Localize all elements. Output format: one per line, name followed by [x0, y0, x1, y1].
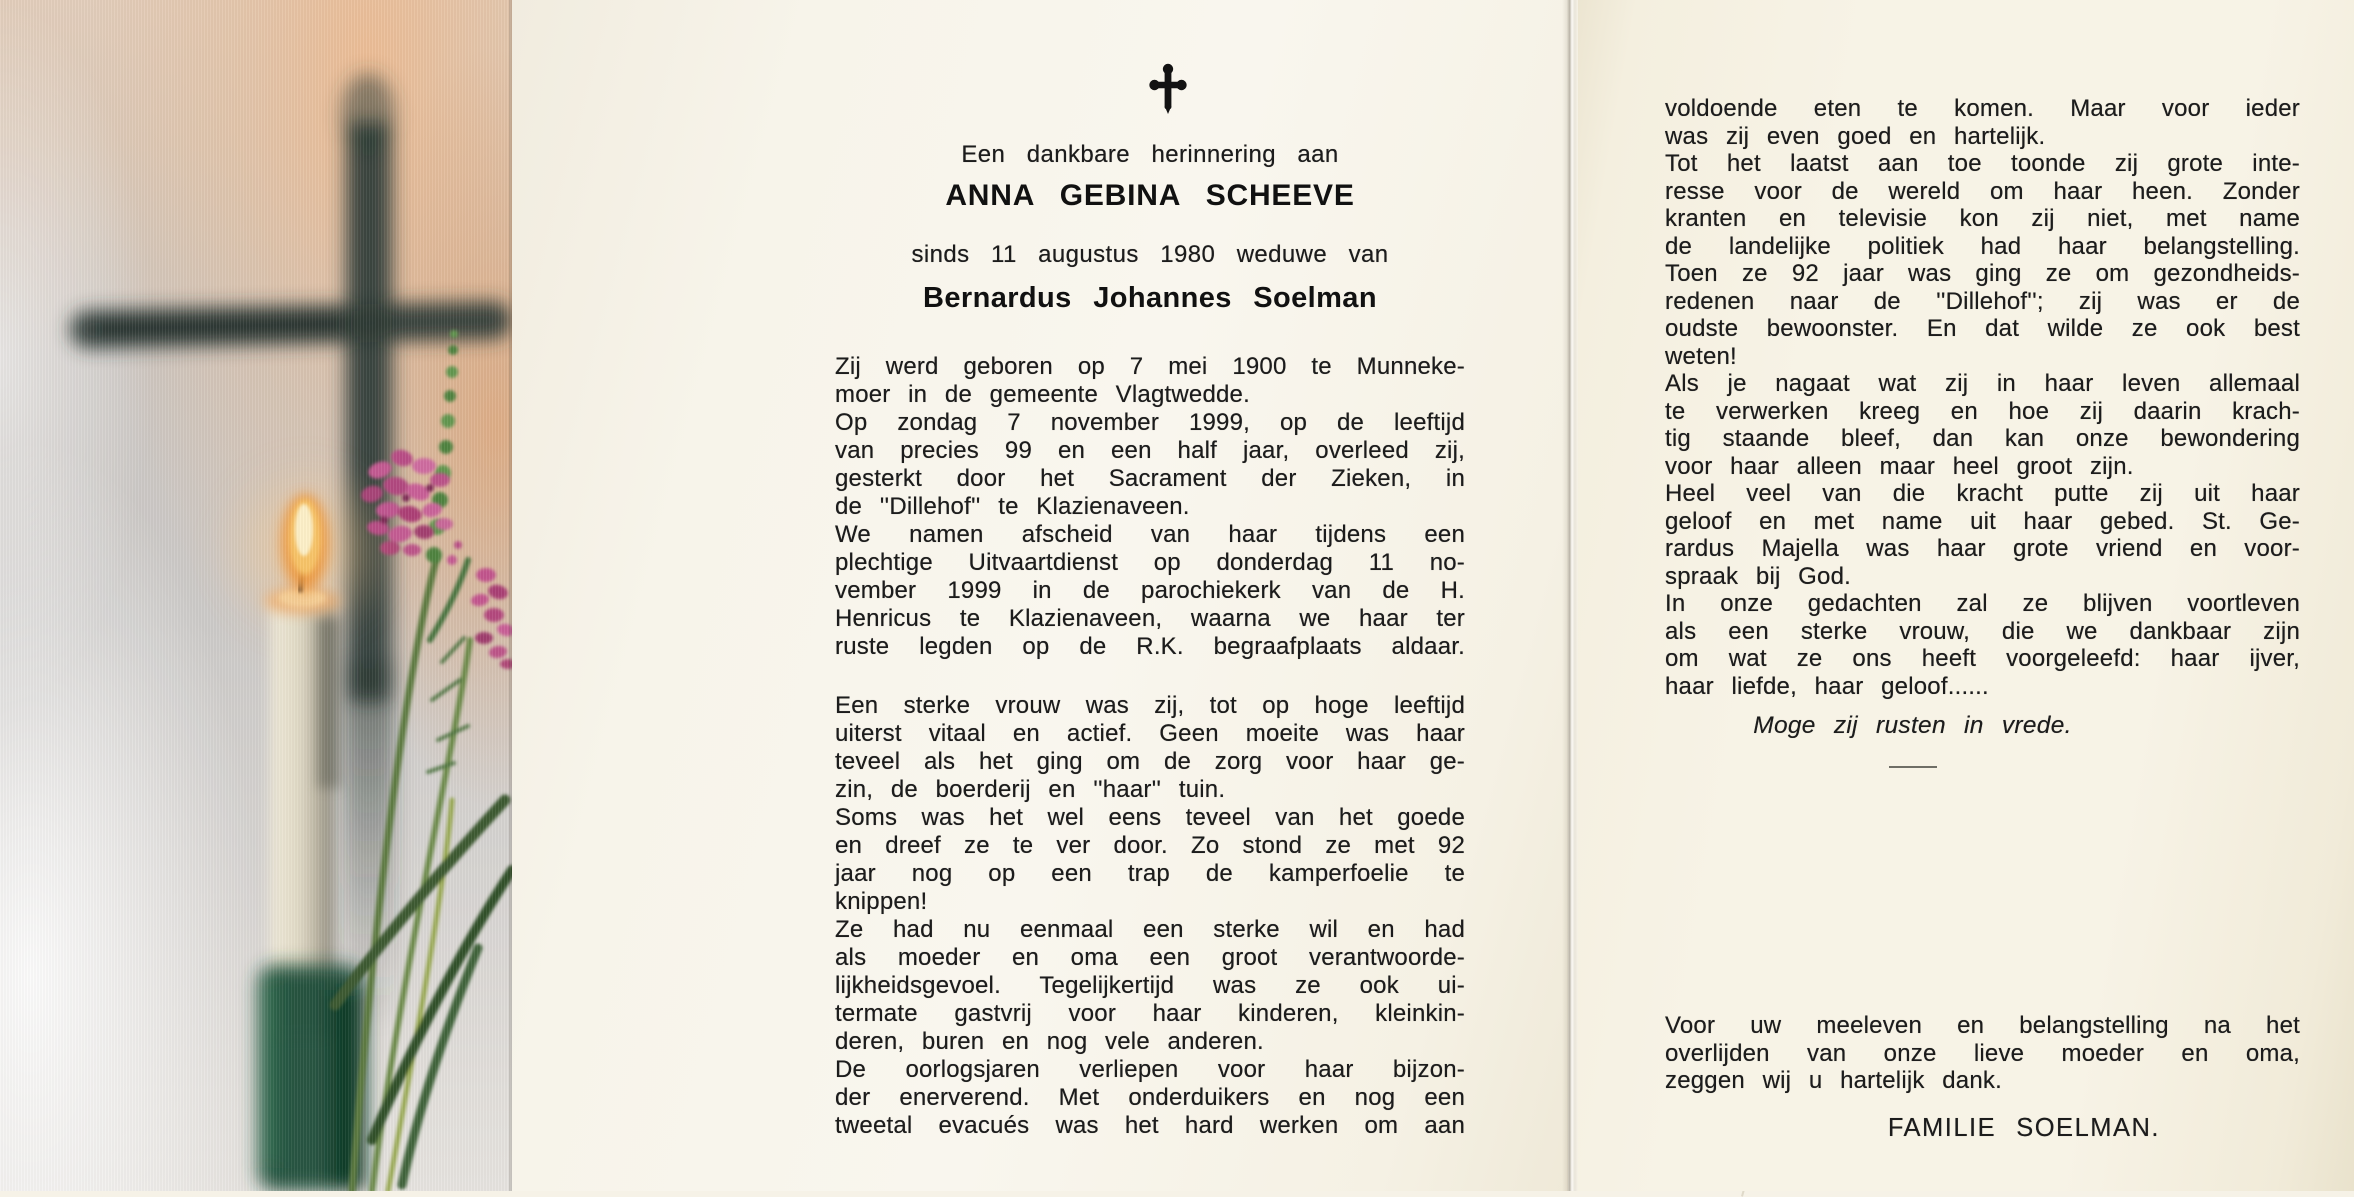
text-line: als een sterke vrouw, die we dankbaar zijn: [1665, 617, 2300, 645]
text-line: rardus Majella was haar grote vriend en voor-: [1665, 535, 2300, 562]
text-line: van precies 99 en een half jaar, overleed zij,: [835, 437, 1465, 464]
text-line: ruste legden op de R.K. begraafplaats aldaar.: [835, 633, 1465, 660]
text-line: deren, buren en nog vele anderen.: [835, 1028, 1264, 1055]
text-line: We namen afscheid van haar tijdens een: [835, 521, 1465, 548]
fold-crease: [1562, 0, 1578, 1191]
text-line: resse voor de wereld om haar heen. Zonder: [1665, 177, 2300, 205]
candle-flame: [281, 494, 329, 592]
text-line: In onze gedachten zal ze blijven voortleven: [1665, 590, 2300, 617]
motto-block: [1665, 712, 2160, 768]
page3-text-column: [1665, 0, 2300, 1191]
text-line: Toen ze 92 jaar was ging ze om gezondheids-: [1665, 260, 2300, 287]
thanks-paragraph: [1665, 1012, 2300, 1095]
text-line: weten!: [1665, 342, 1737, 370]
biography-paragraph-3: [1665, 95, 2300, 700]
family-signature: FAMILIE SOELMAN.: [1887, 1114, 2160, 1142]
text-line: geloof en met name uit haar gebed. St. Ge-: [1665, 507, 2300, 535]
text-line: zin, de boerderij en ''haar'' tuin.: [835, 776, 1226, 803]
text-line: knippen!: [835, 888, 928, 915]
memorial-photo: [0, 0, 512, 1191]
widow-line: sinds 11 augustus 1980 weduwe van: [911, 241, 1389, 268]
text-line: Soms was het wel eens teveel van het goede: [835, 804, 1465, 831]
text-line: De oorlogsjaren verliepen voor haar bijzon-: [835, 1056, 1465, 1083]
divider-dash: [1889, 766, 1937, 768]
text-line: om wat ze ons heeft voorgeleefd: haar ijver,: [1665, 645, 2300, 672]
text-line: de ''Dillehof'' te Klazienaveen.: [835, 493, 1190, 520]
green-vase: [258, 965, 366, 1191]
text-line: der enerverend. Met onderduikers en nog een: [835, 1084, 1465, 1111]
text-line: redenen naar de ''Dillehof''; zij was er de: [1665, 287, 2300, 315]
card-page-3: [1578, 0, 2354, 1191]
text-line: jaar nog op een trap de kamperfoelie te: [835, 860, 1465, 887]
biography-paragraph-1: [835, 353, 1465, 661]
card-page-2: [512, 0, 1568, 1191]
text-line: Op zondag 7 november 1999, op de leeftijd: [835, 409, 1465, 436]
text-line: plechtige Uitvaartdienst op donderdag 11 no-: [835, 549, 1465, 576]
text-line: vember 1999 in de parochiekerk van de H.: [835, 577, 1465, 604]
text-line: tweetal evacués was het hard werken om aan: [835, 1112, 1465, 1139]
text-line: en dreef ze te ver door. Zo stond ze met 92: [835, 832, 1465, 859]
text-line: spraak bij God.: [1665, 562, 1852, 590]
motto-text: Moge zij rusten in vrede.: [1753, 712, 2072, 739]
text-line: Ze had nu eenmaal een sterke wil en had: [835, 916, 1465, 943]
deceased-name: ANNA GEBINA SCHEEVE: [945, 179, 1355, 212]
text-line: Voor uw meeleven en belangstelling na het: [1665, 1012, 2300, 1039]
husband-name: Bernardus Johannes Soelman: [923, 282, 1377, 314]
text-line: Tot het laatst aan toe toonde zij grote inte-: [1665, 150, 2300, 177]
text-line: als moeder en oma een groot verantwoorde-: [835, 944, 1465, 971]
cross-icon-wrap: [853, 62, 1483, 114]
text-line: Een sterke vrouw was zij, tot op hoge leeftijd: [835, 692, 1465, 719]
text-line: Heel veel van die kracht putte zij uit haar: [1665, 480, 2300, 507]
text-line: overlijden van onze lieve moeder en oma,: [1665, 1039, 2300, 1067]
text-line: lijkheidsgevoel. Tegelijkertijd was ze ook ui-: [835, 972, 1465, 999]
page2-text-column: [835, 0, 1465, 1191]
budded-cross-icon: [1147, 62, 1189, 114]
intro-line: Een dankbare herinnering aan: [961, 141, 1339, 168]
text-line: was zij even goed en hartelijk.: [1665, 122, 2046, 150]
text-line: Henricus te Klazienaveen, waarna we haar ter: [835, 605, 1465, 632]
text-line: kranten en televisie kon zij niet, met name: [1665, 205, 2300, 232]
text-line: gesterkt door het Sacrament der Zieken, in: [835, 465, 1465, 492]
text-line: zeggen wij u hartelijk dank.: [1665, 1067, 2002, 1094]
text-line: de landelijke politiek had haar belangstelling.: [1665, 232, 2300, 260]
text-line: voldoende eten te komen. Maar voor ieder: [1665, 95, 2300, 122]
text-line: haar liefde, haar geloof......: [1665, 672, 1989, 700]
text-line: termate gastvrij voor haar kinderen, kleinkin-: [835, 1000, 1465, 1027]
text-line: moer in de gemeente Vlagtwedde.: [835, 381, 1250, 408]
biography-paragraph-2: [835, 692, 1465, 1140]
text-line: teveel als het ging om de zorg voor haar ge-: [835, 748, 1465, 775]
photo-illustration: [0, 0, 512, 1191]
text-line: uiterst vitaal en actief. Geen moeite was haar: [835, 720, 1465, 747]
text-line: Als je nagaat wat zij in haar leven allemaal: [1665, 370, 2300, 397]
text-line: tig staande bleef, dan kan onze bewondering: [1665, 425, 2300, 452]
text-line: voor haar alleen maar heel groot zijn.: [1665, 452, 2134, 480]
text-line: Zij werd geboren op 7 mei 1900 te Munneke-: [835, 353, 1465, 380]
text-line: oudste bewoonster. En dat wilde ze ook best: [1665, 315, 2300, 342]
text-line: te verwerken kreeg en hoe zij daarin krach-: [1665, 397, 2300, 425]
